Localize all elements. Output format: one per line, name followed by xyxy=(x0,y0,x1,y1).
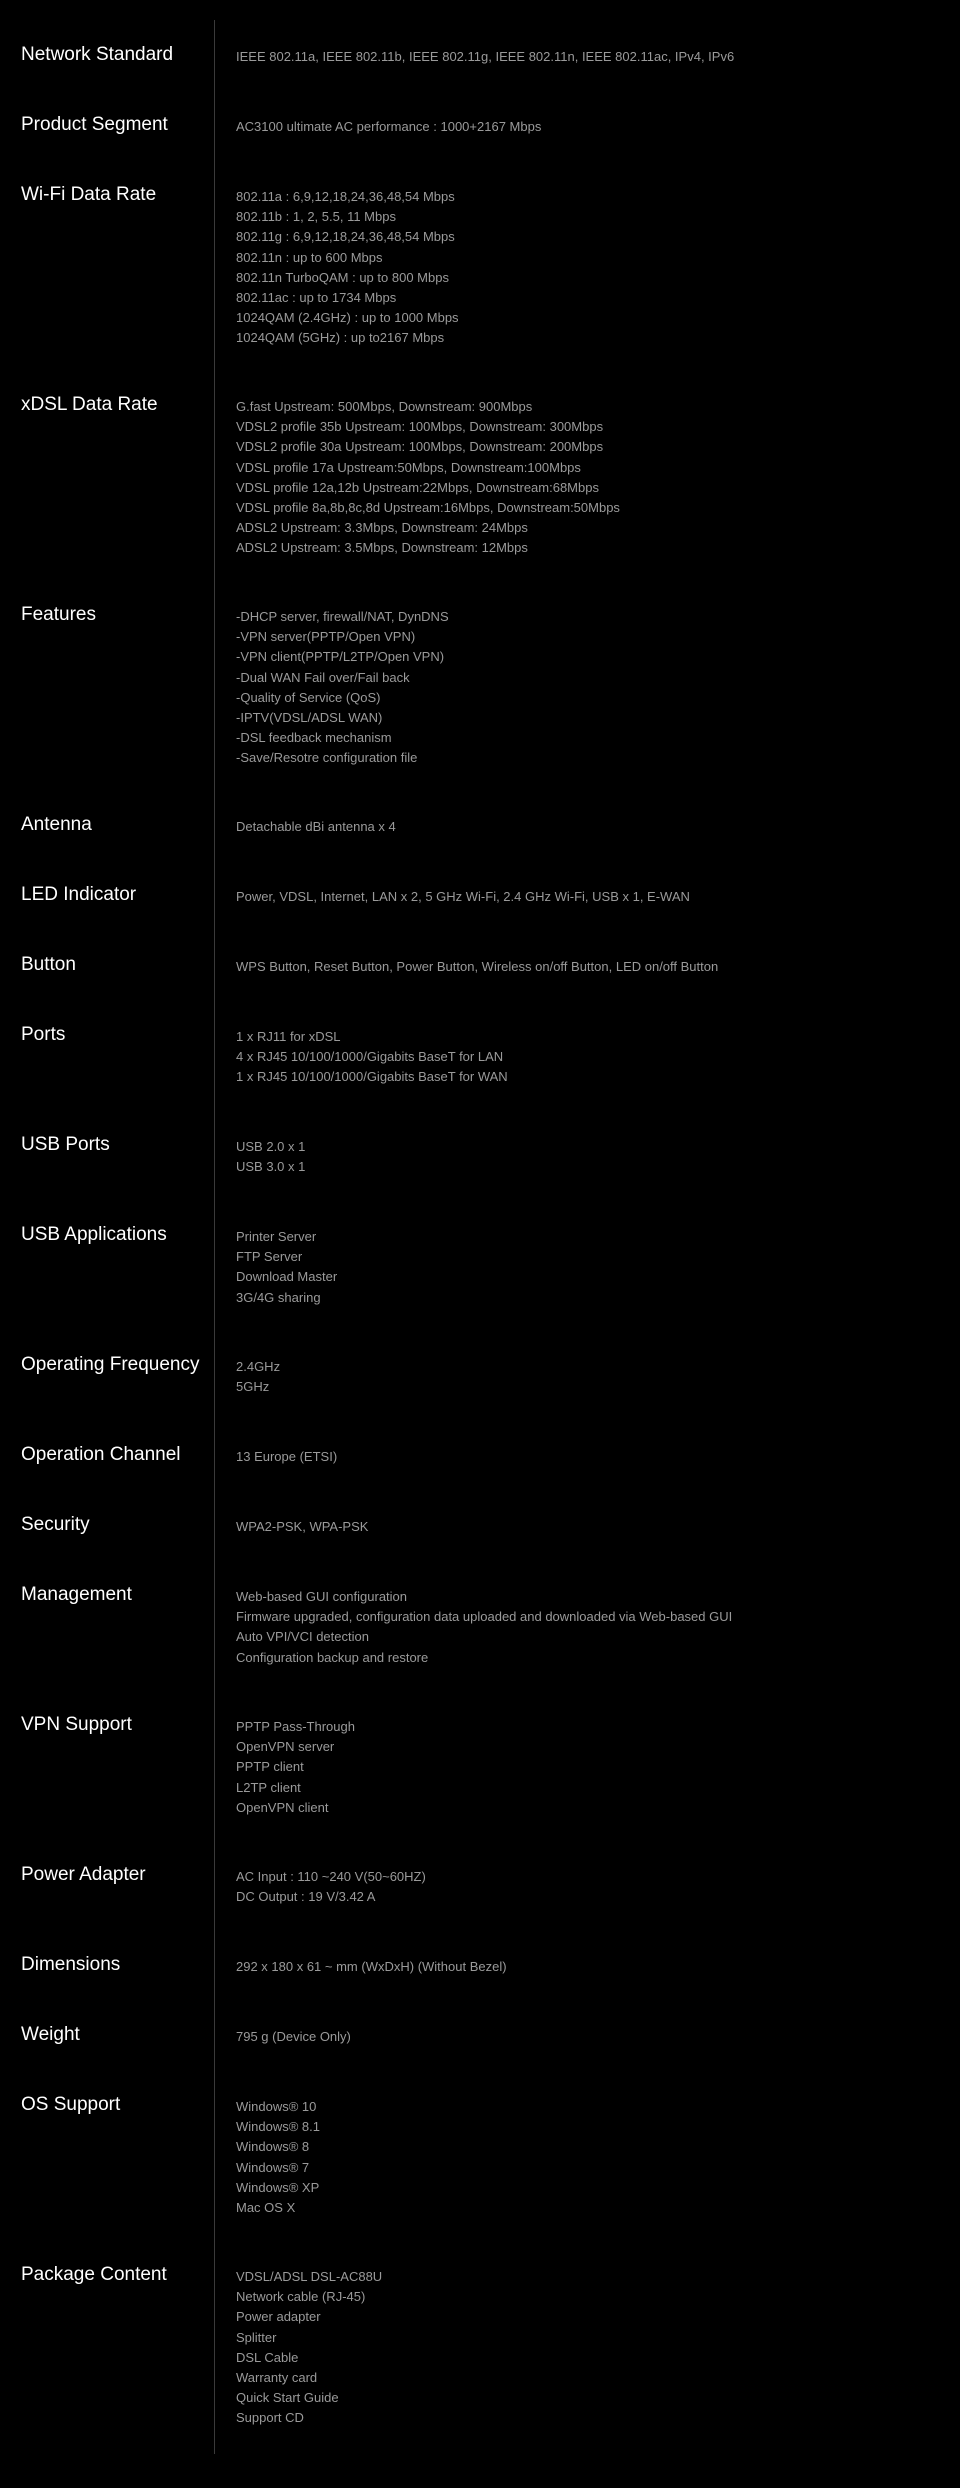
spec-values xyxy=(236,817,936,837)
spec-value: FTP Server xyxy=(236,1249,303,1265)
spec-label: Power Adapter xyxy=(21,1864,146,1885)
spec-values xyxy=(236,607,936,769)
spec-value: Windows® XP xyxy=(236,2179,320,2195)
spec-value: 5GHz xyxy=(236,1379,270,1395)
spec-value: 795 g (Device Only) xyxy=(236,2029,351,2044)
spec-values xyxy=(236,117,936,137)
spec-value: Quick Start Guide xyxy=(236,2390,339,2406)
spec-value: L2TP client xyxy=(236,1779,301,1795)
spec-label: Dimensions xyxy=(21,1954,121,1975)
spec-value: OpenVPN client xyxy=(236,1799,329,1815)
spec-label: Weight xyxy=(21,2024,80,2045)
spec-value: Network cable (RJ-45) xyxy=(236,2289,366,2305)
spec-value: WPS Button, Reset Button, Power Button, Wireless on/off Button, LED on/off Button xyxy=(236,959,719,974)
spec-values xyxy=(236,1717,936,1818)
spec-value: 802.11ac : up to 1734 Mbps xyxy=(236,290,397,306)
spec-value: 802.11a : 6,9,12,18,24,36,48,54 Mbps xyxy=(236,189,455,204)
spec-values xyxy=(236,1447,936,1467)
spec-value: 802.11g : 6,9,12,18,24,36,48,54 Mbps xyxy=(236,229,455,245)
spec-value: -DHCP server, firewall/NAT, DynDNS xyxy=(236,609,449,624)
spec-value: 2.4GHz xyxy=(236,1359,281,1374)
spec-value: -IPTV(VDSL/ADSL WAN) xyxy=(236,710,383,726)
spec-value: Windows® 8.1 xyxy=(236,2119,320,2135)
spec-label: xDSL Data Rate xyxy=(21,394,158,415)
spec-label: Product Segment xyxy=(21,114,168,135)
spec-value: VDSL2 profile 30a Upstream: 100Mbps, Downstream: 200Mbps xyxy=(236,439,604,455)
spec-value: Configuration backup and restore xyxy=(236,1649,429,1665)
spec-value: PPTP client xyxy=(236,1759,304,1775)
spec-label: Operating Frequency xyxy=(21,1354,200,1375)
spec-value: Windows® 10 xyxy=(236,2099,317,2114)
spec-value: 1024QAM (2.4GHz) : up to 1000 Mbps xyxy=(236,310,459,326)
spec-value: 802.11b : 1, 2, 5.5, 11 Mbps xyxy=(236,209,396,225)
spec-label: Security xyxy=(21,1514,90,1535)
spec-value: VDSL profile 12a,12b Upstream:22Mbps, Downstream:68Mbps xyxy=(236,479,599,495)
spec-value: Power adapter xyxy=(236,2309,321,2325)
spec-value: IEEE 802.11a, IEEE 802.11b, IEEE 802.11g, IEEE 802.11n, IEEE 802.11ac, IPv4, IPv6 xyxy=(236,49,735,64)
spec-value: -VPN client(PPTP/L2TP/Open VPN) xyxy=(236,649,445,665)
spec-label: Operation Channel xyxy=(21,1444,181,1465)
spec-value: Auto VPI/VCI detection xyxy=(236,1629,369,1645)
column-divider xyxy=(214,20,215,2454)
spec-label: USB Applications xyxy=(21,1224,167,1245)
spec-value: -DSL feedback mechanism xyxy=(236,730,392,746)
spec-values xyxy=(236,1517,936,1537)
spec-value: 802.11n : up to 600 Mbps xyxy=(236,249,383,265)
spec-value: Mac OS X xyxy=(236,2200,296,2216)
spec-value: Firmware upgraded, configuration data uploaded and downloaded via Web-based GUI xyxy=(236,1609,733,1625)
spec-value: 4 x RJ45 10/100/1000/Gigabits BaseT for LAN xyxy=(236,1049,504,1065)
spec-value: 802.11n TurboQAM : up to 800 Mbps xyxy=(236,269,449,285)
spec-label: Network Standard xyxy=(21,44,174,65)
spec-value: 292 x 180 x 61 ~ mm (WxDxH) (Without Bezel) xyxy=(236,1959,507,1974)
spec-value: -Quality of Service (QoS) xyxy=(236,689,381,705)
spec-label: Management xyxy=(21,1584,132,1605)
spec-value: Download Master xyxy=(236,1269,338,1285)
spec-value: Printer Server xyxy=(236,1229,317,1244)
spec-value: 3G/4G sharing xyxy=(236,1289,321,1305)
spec-value: DSL Cable xyxy=(236,2349,299,2365)
spec-values xyxy=(236,47,936,67)
spec-value: VDSL/ADSL DSL-AC88U xyxy=(236,2269,383,2284)
spec-value: DC Output : 19 V/3.42 A xyxy=(236,1889,376,1905)
spec-value: USB 3.0 x 1 xyxy=(236,1159,306,1175)
spec-value: ADSL2 Upstream: 3.5Mbps, Downstream: 12Mbps xyxy=(236,540,528,556)
spec-value: Windows® 7 xyxy=(236,2159,310,2175)
spec-label: Ports xyxy=(21,1024,66,1045)
spec-value: OpenVPN server xyxy=(236,1739,335,1755)
spec-value: -Save/Resotre configuration file xyxy=(236,750,418,766)
spec-value: VDSL profile 8a,8b,8c,8d Upstream:16Mbps, Downstream:50Mbps xyxy=(236,500,620,516)
spec-value: 13 Europe (ETSI) xyxy=(236,1449,338,1464)
spec-label: USB Ports xyxy=(21,1134,110,1155)
spec-value: ADSL2 Upstream: 3.3Mbps, Downstream: 24Mbps xyxy=(236,520,528,536)
spec-value: G.fast Upstream: 500Mbps, Downstream: 900Mbps xyxy=(236,399,533,414)
spec-values xyxy=(236,1357,936,1397)
spec-values xyxy=(236,187,936,349)
spec-value: 1 x RJ45 10/100/1000/Gigabits BaseT for WAN xyxy=(236,1069,508,1085)
spec-values xyxy=(236,2267,936,2429)
spec-values xyxy=(236,1027,936,1088)
spec-label: Button xyxy=(21,954,76,975)
spec-value: Detachable dBi antenna x 4 xyxy=(236,819,396,834)
spec-label: Features xyxy=(21,604,96,625)
spec-value: AC3100 ultimate AC performance : 1000+2167 Mbps xyxy=(236,119,542,134)
spec-values xyxy=(236,887,936,907)
spec-label: Package Content xyxy=(21,2264,167,2285)
spec-value: Splitter xyxy=(236,2329,277,2345)
spec-value: VDSL2 profile 35b Upstream: 100Mbps, Downstream: 300Mbps xyxy=(236,419,604,435)
spec-values xyxy=(236,1587,936,1668)
spec-values xyxy=(236,397,936,559)
spec-values xyxy=(236,1227,936,1308)
spec-value: PPTP Pass-Through xyxy=(236,1719,355,1734)
spec-value: Windows® 8 xyxy=(236,2139,310,2155)
spec-values xyxy=(236,1867,936,1907)
spec-value: 1 x RJ11 for xDSL xyxy=(236,1029,341,1044)
spec-values xyxy=(236,2027,936,2047)
spec-label: OS Support xyxy=(21,2094,121,2115)
spec-value: Power, VDSL, Internet, LAN x 2, 5 GHz Wi-Fi, 2.4 GHz Wi-Fi, USB x 1, E-WAN xyxy=(236,889,690,904)
spec-label: VPN Support xyxy=(21,1714,132,1735)
spec-value: WPA2-PSK, WPA-PSK xyxy=(236,1519,369,1534)
spec-values xyxy=(236,2097,936,2218)
spec-values xyxy=(236,1957,936,1977)
spec-values xyxy=(236,1137,936,1177)
spec-value: -VPN server(PPTP/Open VPN) xyxy=(236,629,416,645)
spec-value: 1024QAM (5GHz) : up to2167 Mbps xyxy=(236,330,445,346)
spec-value: Web-based GUI configuration xyxy=(236,1589,408,1604)
spec-label: Wi-Fi Data Rate xyxy=(21,184,157,205)
spec-label: LED Indicator xyxy=(21,884,137,905)
spec-value: AC Input : 110 ~240 V(50~60HZ) xyxy=(236,1869,426,1884)
spec-values xyxy=(236,957,936,977)
spec-value: USB 2.0 x 1 xyxy=(236,1139,306,1154)
spec-value: Warranty card xyxy=(236,2370,318,2386)
spec-value: -Dual WAN Fail over/Fail back xyxy=(236,669,410,685)
spec-value: VDSL profile 17a Upstream:50Mbps, Downstream:100Mbps xyxy=(236,459,581,475)
spec-value: Support CD xyxy=(236,2410,304,2426)
spec-label: Antenna xyxy=(21,814,92,835)
